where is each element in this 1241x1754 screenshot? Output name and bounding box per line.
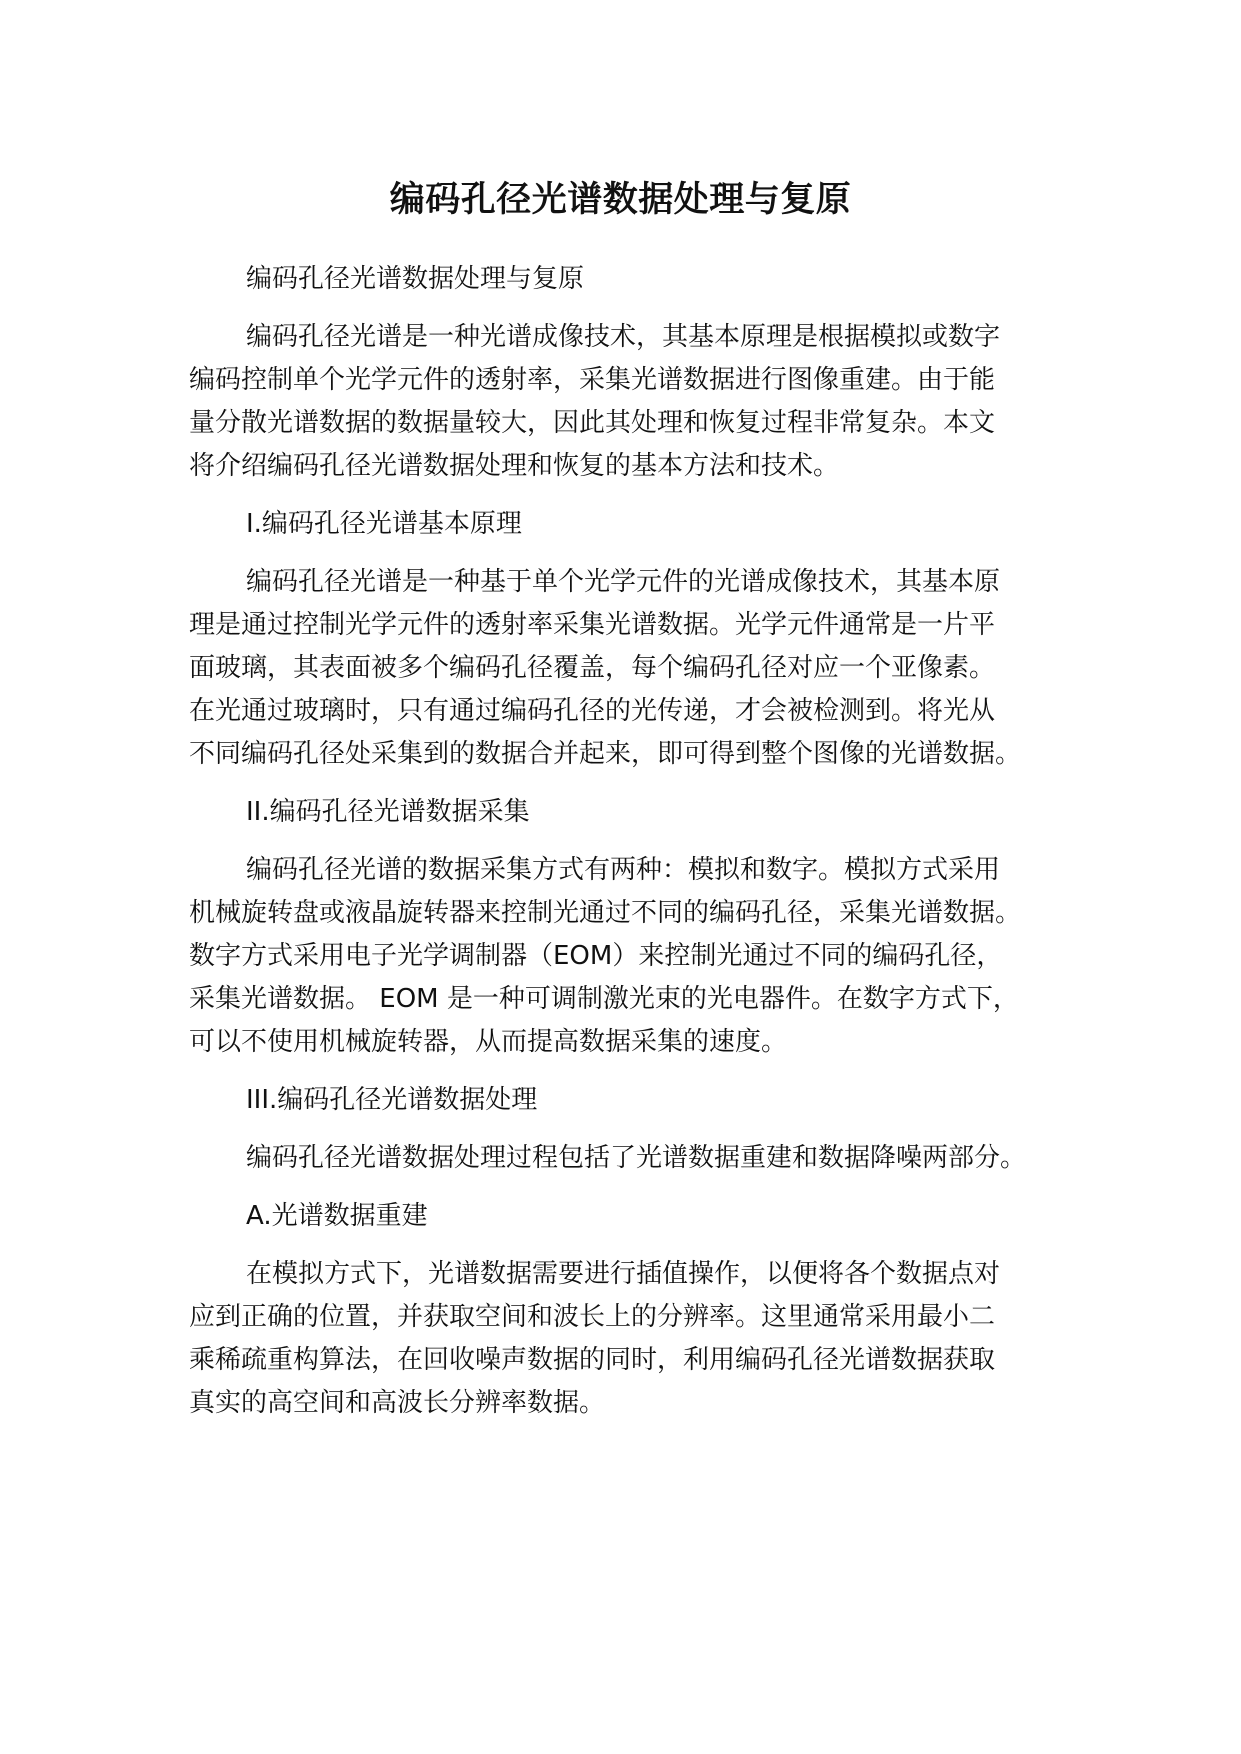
section-heading: A.光谱数据重建 [246,1201,428,1231]
intro-line: 编码控制单个光学元件的透射率，采集光谱数据进行图像重建。由于能 [189,365,996,395]
paragraph-line: 面玻璃，其表面被多个编码孔径覆盖，每个编码孔径对应一个亚像素。 [189,653,996,683]
section-heading: I.编码孔径光谱基本原理 [246,509,522,539]
paragraph-line: 乘稀疏重构算法，在回收噪声数据的同时，利用编码孔径光谱数据获取 [189,1345,996,1375]
paragraph-line: 编码孔径光谱的数据采集方式有两种：模拟和数字。模拟方式采用 [246,855,1001,885]
paragraph-line: 编码孔径光谱数据处理过程包括了光谱数据重建和数据降噪两部分。 [246,1143,1027,1173]
paragraph-line: 机械旋转盘或液晶旋转器来控制光通过不同的编码孔径，采集光谱数据。 [189,898,1022,928]
section-heading: II.编码孔径光谱数据采集 [246,797,530,827]
intro-line: 量分散光谱数据的数据量较大，因此其处理和恢复过程非常复杂。本文 [189,408,996,438]
paragraph-line: 不同编码孔径处采集到的数据合并起来，即可得到整个图像的光谱数据。 [189,739,1022,769]
paragraph-line: 理是通过控制光学元件的透射率采集光谱数据。光学元件通常是一片平 [189,610,996,640]
document-title: 编码孔径光谱数据处理与复原 [389,180,852,220]
document-subtitle: 编码孔径光谱数据处理与复原 [246,264,585,294]
paragraph-line: 应到正确的位置，并获取空间和波长上的分辨率。这里通常采用最小二 [189,1302,996,1332]
paragraph-line: 数字方式采用电子光学调制器（EOM）来控制光通过不同的编码孔径， [189,941,1003,971]
section-heading: III.编码孔径光谱数据处理 [246,1085,538,1115]
paragraph-line: 在光通过玻璃时，只有通过编码孔径的光传递，才会被检测到。将光从 [189,696,996,726]
paragraph-line: 编码孔径光谱是一种基于单个光学元件的光谱成像技术，其基本原 [246,567,1001,597]
intro-line: 将介绍编码孔径光谱数据处理和恢复的基本方法和技术。 [189,451,840,481]
paragraph-line: 采集光谱数据。 EOM 是一种可调制激光束的光电器件。在数字方式下， [189,984,1019,1014]
paragraph-line: 可以不使用机械旋转器，从而提高数据采集的速度。 [189,1027,788,1057]
paragraph-line: 真实的高空间和高波长分辨率数据。 [189,1388,606,1418]
intro-line: 编码孔径光谱是一种光谱成像技术，其基本原理是根据模拟或数字 [246,322,1001,352]
paragraph-line: 在模拟方式下，光谱数据需要进行插值操作，以便将各个数据点对 [246,1259,1001,1289]
